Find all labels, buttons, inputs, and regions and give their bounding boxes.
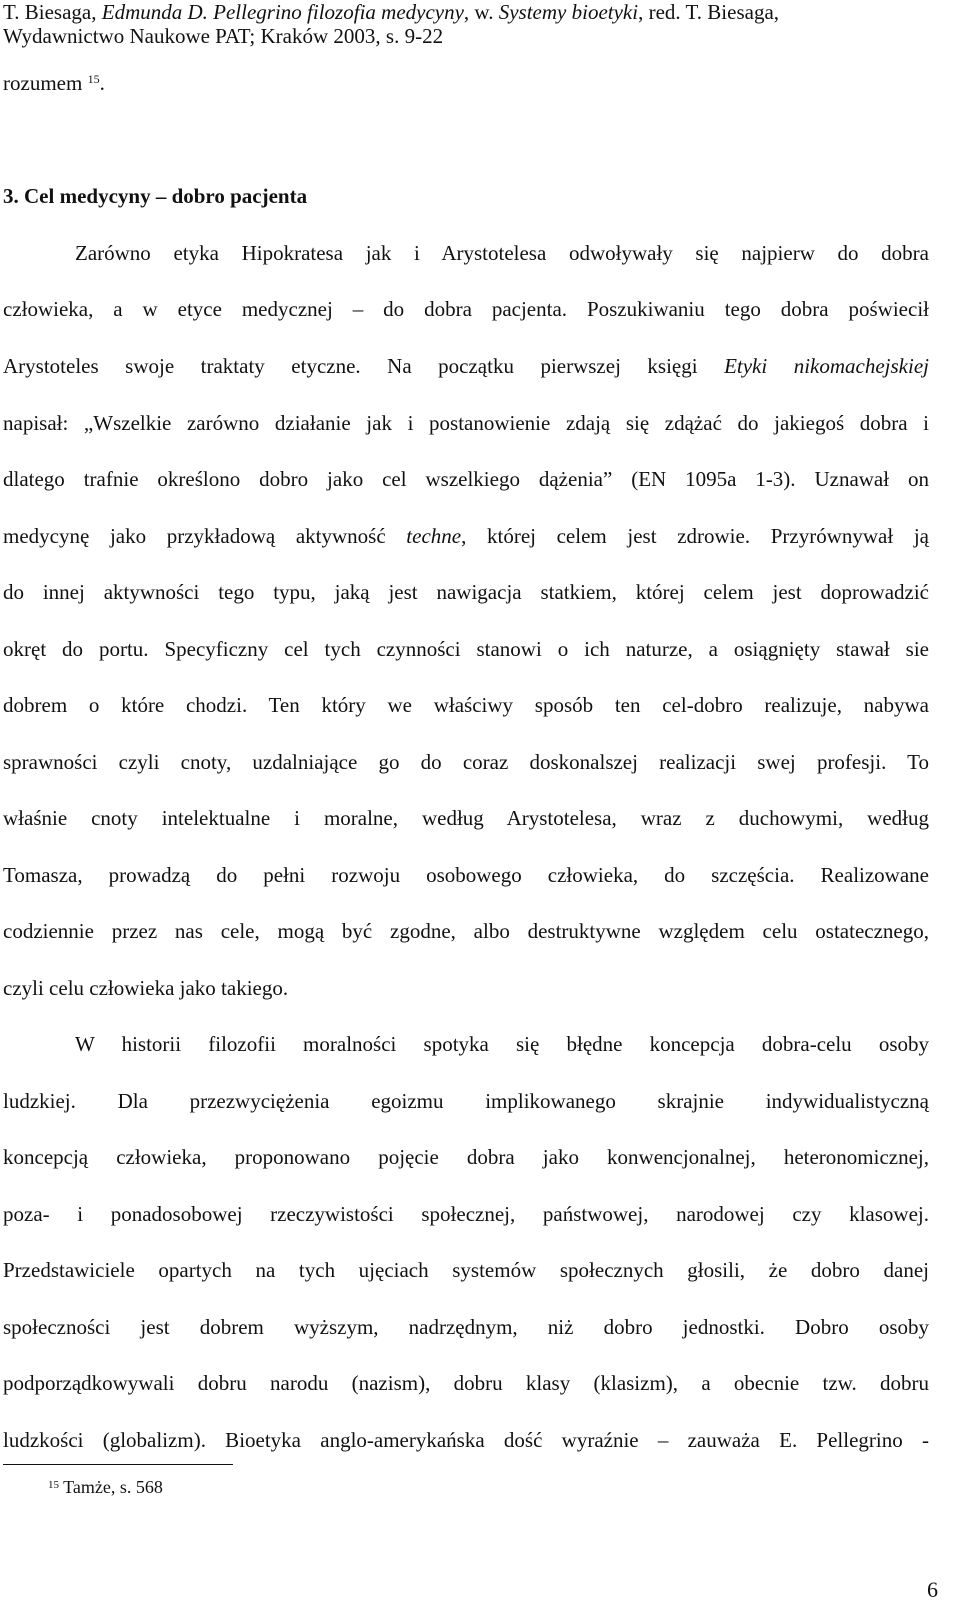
- paragraph1-text: medycynę jako przykładową aktywność: [3, 524, 407, 548]
- paragraph1-line: dobrem o które chodzi. Ten który we właściwy sposób ten cel-dobro realizuje, nabywa: [3, 693, 929, 717]
- citation-line-2: Wydawnictwo Naukowe PAT; Kraków 2003, s. 9-22: [3, 24, 444, 48]
- paragraph1-line: człowieka, a w etyce medycznej – do dobra pacjenta. Poszukiwaniu tego dobra poświecił: [3, 297, 929, 321]
- paragraph2-line: W historii filozofii moralności spotyka się błędne koncepcja dobra-celu osoby: [75, 1032, 929, 1056]
- intro-text: rozumem: [3, 71, 83, 95]
- paragraph1-line: do innej aktywności tego typu, jaką jest nawigacja statkiem, której celem jest doprowadzić: [3, 580, 929, 604]
- paragraph1-line: [3, 354, 929, 378]
- citation-title: Edmunda D. Pellegrino filozofia medycyny: [101, 0, 464, 24]
- citation-line-1: [3, 0, 779, 24]
- paragraph1-line: właśnie cnoty intelektualne i moralne, według Arystotelesa, wraz z duchowymi, według: [3, 806, 929, 830]
- intro-line: [3, 71, 929, 95]
- paragraph2-line: społeczności jest dobrem wyższym, nadrzędnym, niż dobro jednostki. Dobro osoby: [3, 1315, 929, 1339]
- paragraph2-line: ludzkiej. Dla przezwyciężenia egoizmu implikowanego skrajnie indywidualistyczną: [3, 1089, 929, 1113]
- paragraph1-book-title: Etyki nikomachejskiej: [724, 354, 929, 378]
- paragraph1-line: dlatego trafnie określono dobro jako cel wszelkiego dążenia” (EN 1095a 1-3). Uznawał on: [3, 467, 929, 491]
- footnote-ref[interactable]: 15: [87, 72, 100, 86]
- paragraph1-line: napisał: „Wszelkie zarówno działanie jak i postanowienie zdają się zdążać do jakiegoś dobra i: [3, 411, 929, 435]
- section-heading: 3. Cel medycyny – dobro pacjenta: [3, 184, 308, 208]
- paragraph1-line: [3, 524, 929, 548]
- intro-after: .: [99, 71, 105, 95]
- footnote-divider: [3, 1464, 233, 1465]
- page-number: 6: [927, 1577, 938, 1602]
- paragraph1-line: czyli celu człowieka jako takiego.: [3, 976, 289, 1000]
- paragraph2-line: ludzkości (globalizm). Bioetyka anglo-amerykańska dość wyraźnie – zauważa E. Pellegrino -: [3, 1428, 929, 1452]
- citation-book: Systemy bioetyki: [498, 0, 639, 24]
- paragraph1-text: Arystoteles swoje traktaty etyczne. Na początku pierwszej księgi: [3, 354, 725, 378]
- footnote-number: 15: [48, 1479, 59, 1491]
- footnote: [48, 1476, 163, 1498]
- paragraph2-line: koncepcją człowieka, proponowano pojęcie dobra jako konwencjonalnej, heteronomicznej,: [3, 1145, 929, 1169]
- citation-tail: , red. T. Biesaga,: [638, 0, 780, 24]
- citation-author: T. Biesaga,: [3, 0, 102, 24]
- paragraph1-text: , której celem jest zdrowie. Przyrównywał ją: [461, 524, 929, 548]
- paragraph1-line: Tomasza, prowadzą do pełni rozwoju osobowego człowieka, do szczęścia. Realizowane: [3, 863, 929, 887]
- paragraph1-term: techne: [406, 524, 462, 548]
- footnote-text: Tamże, s. 568: [59, 1477, 163, 1497]
- paragraph2-line: Przedstawiciele opartych na tych ujęciach systemów społecznych głosili, że dobro danej: [3, 1258, 929, 1282]
- citation-middle: , w.: [463, 0, 499, 24]
- paragraph1-line: sprawności czyli cnoty, uzdalniające go do coraz doskonalszej realizacji swej profesji. To: [3, 750, 929, 774]
- paragraph2-line: podporządkowywali dobru narodu (nazism), dobru klasy (klasizm), a obecnie tzw. dobru: [3, 1371, 929, 1395]
- paragraph1-line: Zarówno etyka Hipokratesa jak i Arystotelesa odwoływały się najpierw do dobra: [75, 241, 929, 265]
- paragraph1-line: codziennie przez nas cele, mogą być zgodne, albo destruktywne względem celu ostatecznego,: [3, 919, 929, 943]
- paragraph1-line: okręt do portu. Specyficzny cel tych czynności stanowi o ich naturze, a osiągnięty stawał sie: [3, 637, 929, 661]
- paragraph2-line: poza- i ponadosobowej rzeczywistości społecznej, państwowej, narodowej czy klasowej.: [3, 1202, 929, 1226]
